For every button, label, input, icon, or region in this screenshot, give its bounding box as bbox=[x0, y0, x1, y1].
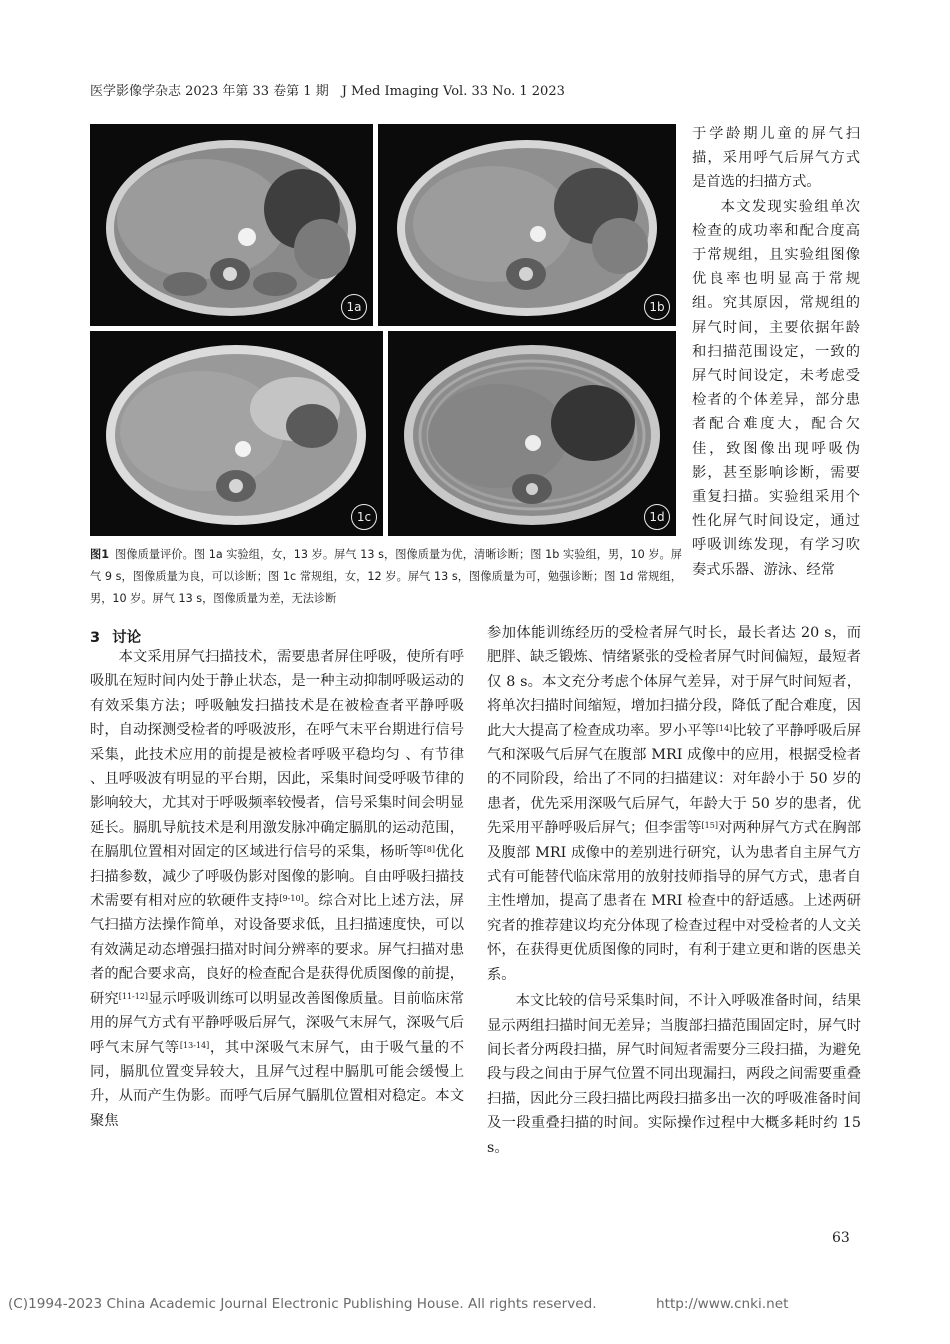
left-text-b: 优化扫描参数，减少了呼吸伪影对图像的影响。自由呼吸扫描技术需要有相对应的软硬件支持 bbox=[90, 844, 465, 910]
mri-panel-1c bbox=[90, 331, 383, 536]
section-number: 3 bbox=[90, 630, 101, 646]
left-text-c: 。综合对比上述方法，屏气扫描方法操作简单，对设备要求低，且扫描速度快，可以有效满足动态增强扫描对时间分辨率的要求。屏气扫描对患者的配合要求高，良好的检查配合是获得优质图像的前提，研究 bbox=[90, 893, 465, 1007]
section-heading bbox=[90, 626, 470, 647]
citation-14: [14] bbox=[715, 723, 733, 733]
panel-label-1b: 1b bbox=[644, 294, 670, 320]
page-number: 63 bbox=[832, 1230, 850, 1246]
citation-9-10: [9-10] bbox=[279, 894, 304, 904]
left-text-a: 本文采用屏气扫描技术，需要患者屏住呼吸，使所有呼吸肌在短时间内处于静止状态，是一种主动抑制呼吸运动的有效采集方法；呼吸触发扫描技术是在被检查者平静呼吸时，自动探测受检者的呼吸波形，在呼气末平台期进行信号采集，此技术应用的前提是被检者呼吸平稳均匀 、有节律 、且呼吸波有明显的平台期，因此，采集时间受呼吸节律的影响较大，尤其对于呼吸频率较慢者，信号采集时间会明显延长。膈肌导航技术是利用激发脉冲确定膈肌的运动范围，在膈肌位置相对固定的区域进行信号的采集，杨昕等 bbox=[90, 649, 464, 861]
right-paragraph-2: 本文发现实验组单次检查的成功率和配合度高于常规组，且实验组图像优良率也明显高于常规组。究其原因，常规组的屏气时间，主要依据年龄和扫描范围设定，一致的屏气时间设定，未考虑受检者的个体差异，部分患者配合难度大，配合欠佳，致图像出现呼吸伪影，甚至影响诊断，需要重复扫描。实验组采用个性化屏气时间设定，通过呼吸训练发现，有学习吹奏式乐器、游泳、经常 bbox=[692, 198, 860, 578]
lower-right-paragraph-1 bbox=[487, 621, 861, 987]
citation-11-12: [11-12] bbox=[118, 991, 149, 1001]
left-text-d: 显示呼吸训练可以明显改善图像质量。目前临床常用的屏气方式有平静呼吸后屏气，深吸气末屏气，深吸气后呼气末屏气等 bbox=[90, 990, 465, 1056]
mri-panel-1a bbox=[90, 124, 373, 326]
citation-8: [8] bbox=[423, 845, 435, 855]
lower-right-text-b: 比较了平静呼吸后屏气和深吸气后屏气在腹部 MRI 成像中的应用，根据受检者的不同阶段，给出了不同的扫描建议：对年龄小于 50 岁的患者，优先采用深吸气后屏气，年龄大于 50 岁的患者，优先采用平静呼吸后屏气；但李雷等 bbox=[487, 722, 862, 837]
figure-caption-label: 图1 bbox=[90, 548, 110, 561]
left-paragraph bbox=[90, 645, 464, 1133]
mri-panel-1d bbox=[388, 331, 676, 536]
panel-label-1d: 1d bbox=[644, 504, 670, 530]
mri-image-1d bbox=[388, 331, 676, 536]
panel-label-1a: 1a bbox=[341, 294, 367, 320]
left-column-text bbox=[90, 645, 464, 1133]
lower-right-text-c: 对两种屏气方式在胸部及腹部 MRI 成像中的差别进行研究，认为患者自主屏气方式有可能替代临床常用的放射技师指导的屏气方式，患者自主性增加，提高了患者在 MRI 检查中的舒适感。上述两研究者的推荐建议均充分体现了检查过程中对受检者的人文关怀，在获得更优质图像的同时，有利于建立更和谐的医患关系。 bbox=[487, 820, 861, 983]
mri-figure bbox=[90, 124, 676, 536]
right-column-text bbox=[692, 122, 860, 582]
lower-right-paragraph-2: 本文比较的信号采集时间，不计入呼吸准备时间，结果显示两组扫描时间无差异；当腹部扫描范围固定时，屏气时间长者分两段扫描，屏气时间短者需要分三段扫描，为避免段与段之间由于屏气位置不同出现漏扫，两段之间需要重叠扫描，因此分三段扫描比两段扫描多出一次的呼吸准备时间及一段重叠扫描的时间。实际操作过程中大概多耗时约 15 s。 bbox=[487, 993, 861, 1156]
section-title: 讨论 bbox=[112, 630, 142, 646]
mri-panel-1b bbox=[378, 124, 676, 326]
figure-caption bbox=[90, 544, 682, 610]
copyright-notice: (C)1994-2023 China Academic Journal Electronic Publishing House. All rights reserved. bbox=[8, 1296, 597, 1312]
mri-image-1a bbox=[90, 124, 373, 326]
cnki-link[interactable]: http://www.cnki.net bbox=[656, 1296, 789, 1312]
mri-image-1c bbox=[90, 331, 383, 536]
citation-13-14: [13-14] bbox=[179, 1040, 210, 1050]
figure-caption-text: 图像质量评价。图 1a 实验组，女，13 岁。屏气 13 s，图像质量为优，清晰诊断；图 1b 实验组，男，10 岁。屏气 9 s，图像质量为良，可以诊断；图 1c 常规组，女，12 岁。屏气 13 s，图像质量为可，勉强诊断；图 1d 常规组，男，10 岁。屏气 13 s，图像质量为差，无法诊断 bbox=[90, 548, 682, 605]
right-paragraph-1: 于学龄期儿童的屏气扫描，采用呼气后屏气方式是首选的扫描方式。 bbox=[692, 126, 860, 191]
citation-15: [15] bbox=[701, 821, 718, 831]
lower-right-text-a: 参加体能训练经历的受检者屏气时长，最长者达 20 s，而肥胖、缺乏锻炼、情绪紧张的受检者屏气时间偏短，最短者仅 8 s。本文充分考虑个体屏气差异，对于屏气时间短者，将单次扫描时间缩短，增加扫描分段，降低了配合难度，因此大大提高了检查成功率。罗小平等 bbox=[487, 625, 861, 739]
left-text-e: ，其中深吸气末屏气，由于吸气量的不同，膈肌位置变异较大，且屏气过程中膈肌可能会缓慢上升，从而产生伪影。而呼气后屏气膈肌位置相对稳定。本文聚焦 bbox=[90, 1039, 465, 1129]
journal-header: 医学影像学杂志 2023 年第 33 卷第 1 期 J Med Imaging Vol. 33 No. 1 2023 bbox=[90, 84, 565, 99]
lower-right-column-text bbox=[487, 621, 861, 1160]
panel-label-1c: 1c bbox=[351, 504, 377, 530]
mri-image-1b bbox=[378, 124, 676, 326]
